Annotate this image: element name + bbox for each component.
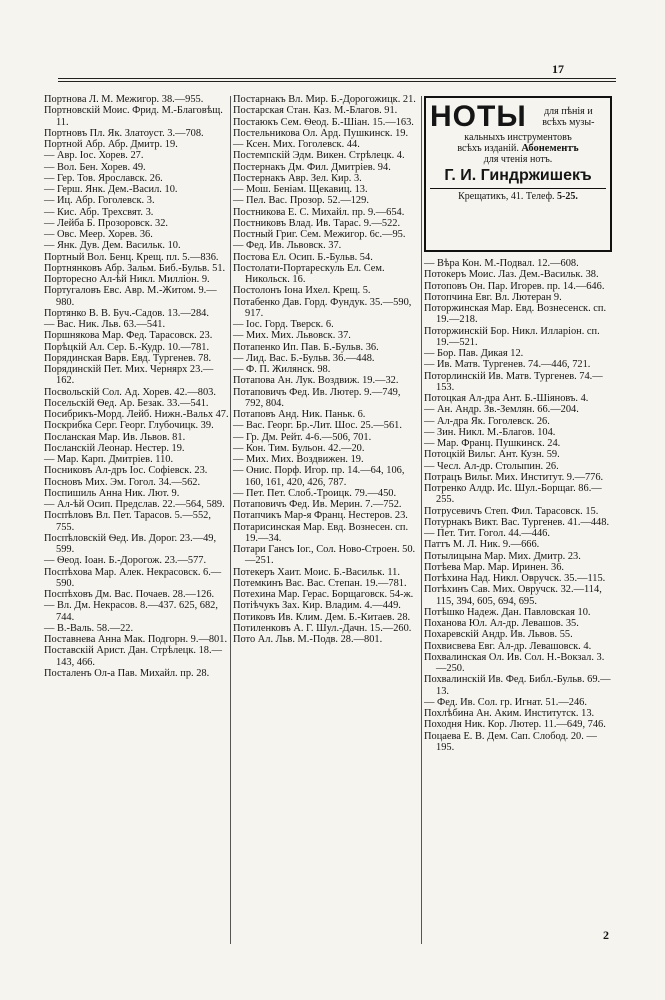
directory-entry: — Лейба Б. Прозоровск. 32.	[44, 217, 169, 229]
directory-entry: — Гр. Дм. Рейт. 4-6.—506, 701.	[233, 431, 372, 443]
directory-entry: — Мих. Мих. Львовск. 37.	[233, 330, 351, 342]
directory-entry: Поставскій Арист. Дан. Стрѣлецк. 18.—143, 466.	[44, 645, 222, 668]
column-divider	[421, 96, 422, 944]
signature-mark: 2	[603, 928, 609, 942]
directory-entry: Поторлинскій Ив. Матв. Тургенев. 74.—153.	[424, 370, 603, 393]
directory-entry: Похвисвева Евг. Ал-др. Левашовск. 4.	[424, 640, 592, 652]
directory-entry: Постернакъ Дм. Фил. Дмитріев. 94.	[233, 161, 391, 173]
directory-entry: Похвалинская Ол. Ив. Сол. Н.-Вокзал. 3.—250.	[424, 651, 605, 674]
directory-entry: Потаповичъ Фед. Ив. Лютер. 9.—749, 792, 804.	[233, 386, 401, 409]
directory-entry: Посельскій Ѳед. Ар. Безак. 33.—541.	[44, 397, 209, 409]
directory-entry: — Вас. Георг. Бр.-Лит. Шос. 25.—561.	[233, 420, 402, 432]
directory-entry: Поставнева Анна Мак. Подгорн. 9.—801.	[44, 634, 228, 645]
directory-entry: Потабенко Дав. Горд. Фундук. 35.—590, 917.	[233, 296, 412, 319]
directory-entry: — Мар. Франц. Пушкинск. 24.	[424, 438, 561, 449]
directory-entry: — Пел. Вас. Прозор. 52.—129.	[233, 195, 369, 207]
directory-entry: Потоцкая Ал-дра Ант. Б.-Шіяновъ. 4.	[424, 393, 589, 404]
directory-entry: — Фед. Ив. Львовск. 37.	[233, 240, 342, 252]
directory-entry: Потапчикъ Мар-я Франц. Нестеров. 23.	[233, 510, 408, 522]
ad-subscription: Абонементъ	[521, 143, 579, 154]
directory-entry: Потренко Алдр. Ис. Шул.-Борщаг. 86.—255.	[424, 483, 602, 506]
directory-entry: Посновъ Мих. Эм. Гогол. 34.—562.	[44, 476, 201, 488]
directory-entry: Потари Гансъ Іог., Сол. Ново-Строен. 50.—251.	[233, 544, 416, 567]
directory-entry: Посланская Мар. Ив. Львов. 81.	[44, 431, 186, 443]
directory-entry: — Чесл. Ал-др. Столыпин. 26.	[424, 460, 559, 472]
column-divider	[230, 96, 231, 944]
directory-entry: Потѣева Мар. Мар. Иринен. 36.	[424, 561, 564, 573]
directory-entry: Потоповъ Он. Пар. Игорев. пр. 14.—646.	[424, 280, 605, 292]
directory-entry: Потылицына Мар. Мих. Дмитр. 23.	[424, 550, 581, 562]
directory-entry: Портный Вол. Бенц. Крещ. пл. 5.—836.	[44, 251, 219, 263]
ad-line-3-text: всѣхъ изданій.	[457, 143, 522, 154]
directory-entry: — Янк. Дув. Дем. Васильк. 10.	[44, 240, 181, 252]
directory-entry: — Іос. Горд. Тверск. 6.	[233, 319, 334, 330]
directory-entry: — Бор. Пав. Дикая 12.	[424, 348, 524, 359]
directory-entry: Постолати-Портарескуль Ел. Сем. Никольск. 16.	[233, 262, 385, 285]
ad-address	[430, 188, 606, 203]
directory-entry: Потапенко Ип. Пав. Б.-Бульв. 36.	[233, 341, 379, 353]
directory-entry: Потіѣчукъ Зах. Кир. Владим. 4.—449.	[233, 600, 401, 612]
ad-line-4: для чтенія нотъ.	[483, 154, 553, 165]
ad-line-3	[430, 143, 606, 154]
directory-entry: Поспѣловскій Ѳед. Ив. Дорог. 23.—49, 599.	[44, 532, 217, 555]
directory-entry: Поспѣховъ Дм. Вас. Почаев. 28.—126.	[44, 589, 215, 600]
directory-entry: — В.-Валь. 58.—22.	[44, 622, 134, 634]
ad-headline-side: для пѣнія и всѣхъ музы-	[542, 106, 595, 128]
directory-entry: Потехина Мар. Герас. Борщаговск. 54-ж.	[233, 589, 414, 600]
directory-entry: Походня Ник. Кор. Лютер. 11.—649, 746.	[424, 719, 606, 731]
directory-entry: Потѣхинъ Сав. Мих. Овручск. 32.—114, 115, 394, 605, 694, 695.	[424, 584, 602, 607]
ad-address-text: Крещатикъ, 41. Телеф.	[458, 191, 558, 202]
directory-entry: Потѣшко Надеж. Дан. Павловская 10.	[424, 606, 591, 618]
directory-entry: Постарнакъ Вл. Мир. Б.-Дорогожицк. 21.	[233, 94, 416, 105]
directory-entry: Портянко В. В. Буч.-Садов. 13.—284.	[44, 307, 209, 319]
directory-column-3	[424, 258, 614, 753]
directory-entry: Посниковъ Ал-дръ Іос. Софіевск. 23.	[44, 465, 208, 477]
directory-entry: — Мих. Мих. Воздвижен. 19.	[233, 454, 364, 465]
directory-entry: Потемкинъ Вас. Вас. Степан. 19.—781.	[233, 577, 407, 589]
directory-entry: — Овс. Меер. Хорев. 36.	[44, 229, 153, 240]
directory-entry: Посвольскій Сол. Ад. Хорев. 42.—803.	[44, 386, 216, 398]
directory-entry: Постова Ел. Осип. Б.-Бульв. 54.	[233, 251, 373, 263]
directory-entry: Постарская Стан. Каз. М.-Благов. 91.	[233, 105, 398, 117]
directory-entry: Порядинскій Пет. Мих. Чернярх 23.—162.	[44, 364, 214, 387]
directory-entry: — Герш. Янк. Дем.-Васил. 10.	[44, 184, 178, 195]
directory-entry: Постниковъ Влад. Ив. Тарас. 9.—522.	[233, 217, 401, 229]
directory-entry: Поцаева Е. В. Дем. Сап. Слобод. 20. —195.	[424, 730, 597, 753]
directory-entry: — Лид. Вас. Б.-Бульв. 36.—448.	[233, 352, 375, 364]
directory-entry: Посибрикъ-Морд. Лейб. Нижн.-Вальх 47.	[44, 409, 229, 420]
directory-entry: Потокеръ Моис. Лаз. Дем.-Васильк. 38.	[424, 269, 599, 281]
directory-entry: — Зин. Никл. М.-Благов. 104.	[424, 426, 556, 438]
directory-entry: Поханова Юл. Ал-др. Левашов. 35.	[424, 618, 579, 629]
directory-entry: Постемпскій Эдм. Викен. Стрѣлецк. 4.	[233, 150, 405, 162]
directory-entry: — Ѳеод. Іоан. Б.-Дорогож. 23.—577.	[44, 555, 207, 567]
directory-entry: — Иц. Абр. Гоголевск. 3.	[44, 195, 155, 207]
directory-column-1	[44, 94, 230, 679]
directory-entry: Потурнакъ Викт. Вас. Тургенев. 41.—448.	[424, 516, 610, 528]
directory-entry: — Ф. П. Жилянск. 98.	[233, 364, 331, 375]
directory-entry: Потопчина Евг. Вл. Лютеран 9.	[424, 291, 562, 303]
directory-entry: Порторесно Ал-ѣй Никл. Милліон. 9.	[44, 274, 210, 285]
directory-entry: Поршнякова Мар. Фед. Тарасовск. 23.	[44, 330, 213, 342]
directory-entry: Поспѣхова Мар. Алек. Некрасовск. 6.—590.	[44, 566, 222, 589]
directory-entry: Потиленковъ А. Г. Шул.-Дачн. 15.—260.	[233, 622, 412, 634]
directory-column-2	[233, 94, 419, 645]
directory-entry: Паттъ М. Л. Ник. 9.—666.	[424, 539, 540, 551]
directory-entry: — Ал-дра Як. Гоголевск. 26.	[424, 415, 550, 427]
directory-entry: Потрусевичъ Степ. Фил. Тарасовск. 15.	[424, 505, 599, 517]
directory-entry: Пото Ал. Льв. М.-Подв. 28.—801.	[233, 634, 383, 645]
directory-entry: — Мар. Карп. Дмитріев. 110.	[44, 454, 174, 465]
directory-entry: Потрацъ Вильг. Мих. Институт. 9.—776.	[424, 471, 604, 483]
directory-entry: — Вѣра Кон. М.-Подвал. 12.—608.	[424, 258, 579, 269]
directory-entry: — Гер. Тов. Ярославск. 26.	[44, 172, 163, 184]
directory-entry: — Кон. Тим. Бульон. 42.—20.	[233, 442, 365, 454]
directory-entry: — Вол. Бен. Хорев. 49.	[44, 161, 146, 173]
sheet-music-advertisement	[424, 96, 612, 252]
directory-entry: Постный Григ. Сем. Межигор. 6с.—95.	[233, 229, 406, 240]
directory-entry: — Ан. Андр. Зв.-Землян. 66.—204.	[424, 404, 579, 416]
directory-entry: Постельникова Ол. Ард. Пушкинск. 19.	[233, 127, 409, 139]
ad-phone: 5-25.	[557, 191, 578, 202]
directory-entry: Постникова Е. С. Михайл. пр. 9.—654.	[233, 206, 405, 218]
directory-entry: Похлѣбина Ан. Аким. Институтск. 13.	[424, 708, 595, 719]
directory-entry: Портнова Л. М. Межигор. 38.—955.	[44, 94, 204, 105]
directory-entry: Потоцкій Вильг. Ант. Кузн. 59.	[424, 449, 560, 461]
directory-entry: Порѣцкій Ал. Сер. Б.-Кудр. 10.—781.	[44, 341, 210, 353]
directory-entry: Похвалинскій Ив. Фед. Библ.-Бульв. 69.—13.	[424, 674, 611, 697]
header-rule	[58, 78, 616, 79]
directory-entry: Порядинская Варв. Евд. Тургенев. 78.	[44, 352, 212, 364]
directory-entry: Потекеръ Хаит. Моис. Б.-Васильк. 11.	[233, 566, 400, 578]
page-number: 17	[552, 62, 564, 76]
ad-line-2: кальныхъ инструментовъ	[464, 132, 572, 143]
directory-entry: — Вас. Ник. Льв. 63.—541.	[44, 319, 166, 330]
directory-entry: — Вл. Дм. Некрасов. 8.—437. 625, 682, 744.	[44, 600, 218, 623]
directory-entry: Портной Абр. Абр. Дмитр. 19.	[44, 139, 178, 150]
directory-entry: Потаповичъ Фед. Ив. Мерин. 7.—752.	[233, 499, 402, 510]
ad-header	[430, 102, 606, 132]
directory-entry: — Ксен. Мих. Гоголевск. 44.	[233, 139, 360, 150]
directory-entry: Постаюкъ Сем. Ѳеод. Б.-Шіан. 15.—163.	[233, 116, 414, 128]
directory-entry: Постолонъ Іона Ихел. Крещ. 5.	[233, 285, 371, 297]
directory-entry: Портнянковъ Абр. Зальм. Биб.-Бульв. 51.	[44, 262, 226, 274]
ad-headline: НОТЫ	[430, 100, 527, 133]
directory-entry: Потаповъ Анд. Ник. Паньк. 6.	[233, 409, 366, 420]
directory-entry: — Онис. Порф. Игор. пр. 14.—64, 106, 160, 161, 420, 426, 787.	[233, 465, 405, 488]
ad-company-name: Г. И. Гиндржишекъ	[444, 167, 592, 184]
directory-entry: Посталенъ Ол-а Пав. Михайл. пр. 28.	[44, 667, 210, 679]
directory-entry: Поспѣловъ Вл. Пет. Тарасов. 5.—552, 755.	[44, 510, 211, 533]
directory-entry: Поторжинская Мар. Евд. Вознесенск. сп. 19.—218.	[424, 303, 607, 326]
directory-entry: — Ив. Матв. Тургенев. 74.—446, 721.	[424, 359, 591, 371]
directory-entry: Постернакъ Авр. Зел. Кир. 3.	[233, 172, 362, 184]
directory-entry: — Ал-ѣй Осип. Предслав. 22.—564, 589.	[44, 499, 225, 510]
directory-entry: Похаревскій Андр. Ив. Львов. 55.	[424, 629, 573, 641]
directory-entry: Поскрибка Серг. Георг. Глубочицк. 39.	[44, 420, 214, 432]
directory-entry: Португаловъ Евс. Авр. М.-Житом. 9.—980.	[44, 285, 217, 308]
directory-entry: Портновъ Пл. Як. Златоуст. 3.—708.	[44, 127, 204, 139]
directory-entry: — Авр. Іос. Хорев. 27.	[44, 150, 144, 162]
directory-entry: Портновскій Моис. Фрид. М.-Благовѣщ. 11.	[44, 105, 223, 128]
directory-entry: — Мош. Беніам. Щекавиц. 13.	[233, 184, 368, 195]
directory-entry: Поспишиль Анна Ник. Лют. 9.	[44, 487, 180, 499]
directory-entry: Потиковъ Ив. Клим. Дем. Б.-Китаев. 28.	[233, 611, 411, 623]
directory-entry: — Кис. Абр. Трехсвят. 3.	[44, 206, 154, 218]
directory-entry: Поторжинскій Бор. Никл. Илларіон. сп. 19.—521.	[424, 325, 600, 348]
directory-entry: Потапова Ан. Лук. Воздвиж. 19.—32.	[233, 375, 399, 387]
directory-entry: — Пет. Пет. Слоб.-Троицк. 79.—450.	[233, 487, 397, 499]
directory-entry: — Фед. Ив. Сол. гр. Игнат. 51.—246.	[424, 696, 587, 708]
directory-entry: — Пет. Тит. Гогол. 44.—446.	[424, 528, 550, 539]
header-rule-double	[58, 81, 616, 82]
directory-entry: Посланскій Леонар. Нестер. 19.	[44, 442, 185, 454]
directory-entry: Потарисинская Мар. Евд. Вознесен. сп. 19.—34.	[233, 521, 409, 544]
directory-entry: Потѣхина Над. Никл. Овручск. 35.—115.	[424, 573, 606, 584]
